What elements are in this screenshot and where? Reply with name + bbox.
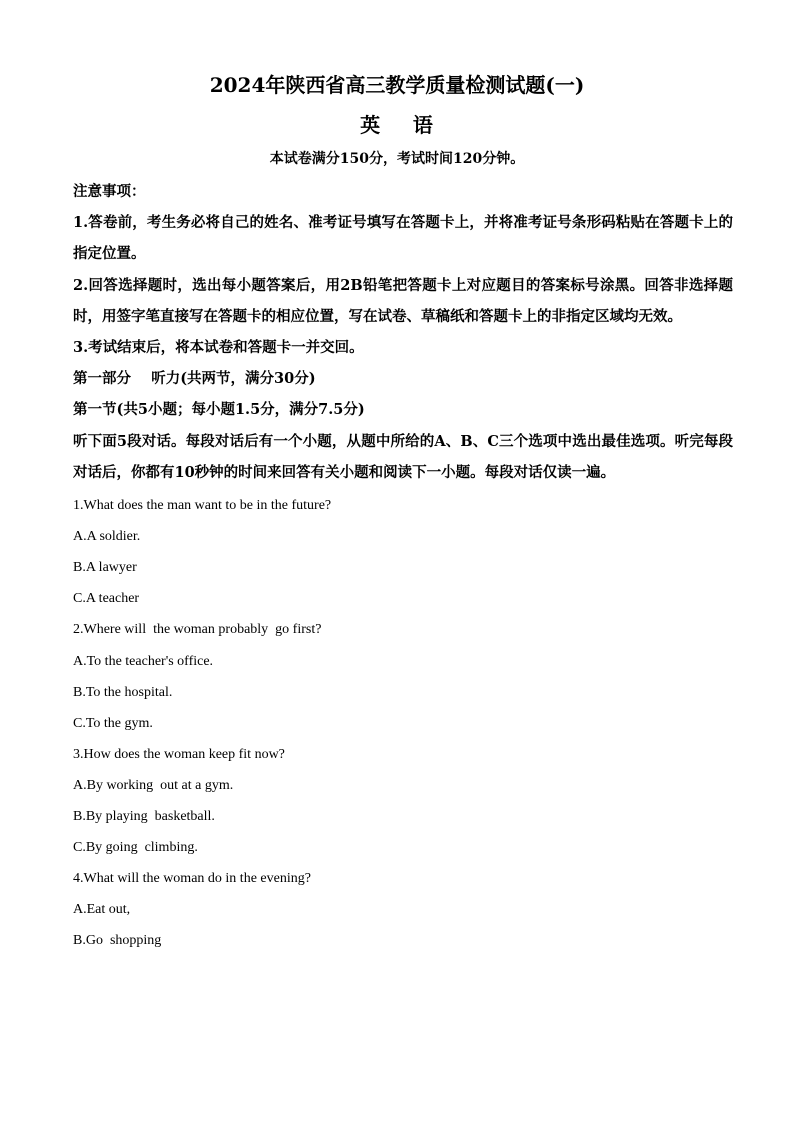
question-stem: 1.What does the man want to be in the future?: [73, 498, 332, 514]
score-time-line: 本试卷满分150分，考试时间120分钟。: [269, 151, 525, 167]
exam-body: [73, 176, 733, 956]
option-c: C.To the gym.: [73, 715, 153, 731]
question-stem: 4.What will the woman do in the evening?: [73, 871, 311, 887]
question-2: [73, 614, 733, 738]
question-1: [73, 490, 733, 614]
note-item-3: 3.考试结束后，将本试卷和答题卡一并交回。: [73, 339, 364, 357]
subject-title: 英 语: [360, 113, 434, 137]
option-a: A.Eat out,: [73, 902, 131, 918]
question-3: [73, 739, 733, 863]
option-a: A.By working out at a gym.: [73, 777, 234, 793]
option-a: A.A soldier.: [73, 529, 141, 545]
part-title: 第一部分 听力(共两节，满分30分): [73, 370, 316, 388]
option-b: B.A lawyer: [73, 560, 137, 576]
question-list: [73, 490, 733, 956]
note-item-1: 1.答卷前，考生务必将自己的姓名、准考证号填写在答题卡上，并将准考证号条形码粘贴在答题卡上的指定位置。: [73, 214, 733, 263]
question-stem: 2.Where will the woman probably go first?: [73, 622, 322, 638]
question-4: [73, 863, 733, 956]
listening-instructions: 听下面5段对话。每段对话后有一个小题，从题中所给的A、B、C三个选项中选出最佳选项。听完每段对话后，你都有10秒钟的时间来回答有关小题和阅读下一小题。每段对话仅读一遍。: [73, 432, 733, 481]
option-c: C.By going climbing.: [73, 840, 198, 856]
option-c: C.A teacher: [73, 591, 140, 607]
question-stem: 3.How does the woman keep fit now?: [73, 746, 285, 762]
note-item-2: 2.回答选择题时，选出每小题答案后，用2B铅笔把答题卡上对应题目的答案标号涂黑。回答非选择题时，用签字笔直接写在答题卡的相应位置，写在试卷、草稿纸和答题卡上的非指定区域均无效。: [73, 276, 733, 325]
option-a: A.To the teacher's office.: [73, 653, 214, 669]
option-b: B.Go shopping: [73, 933, 162, 949]
option-b: B.By playing basketball.: [73, 808, 215, 824]
notes-heading: 注意事项：: [73, 183, 146, 200]
section-title: 第一节(共5小题；每小题1.5分，满分7.5分): [73, 401, 365, 419]
option-b: B.To the hospital.: [73, 684, 173, 700]
exam-title: 2024年陕西省高三教学质量检测试题(一): [209, 73, 585, 97]
